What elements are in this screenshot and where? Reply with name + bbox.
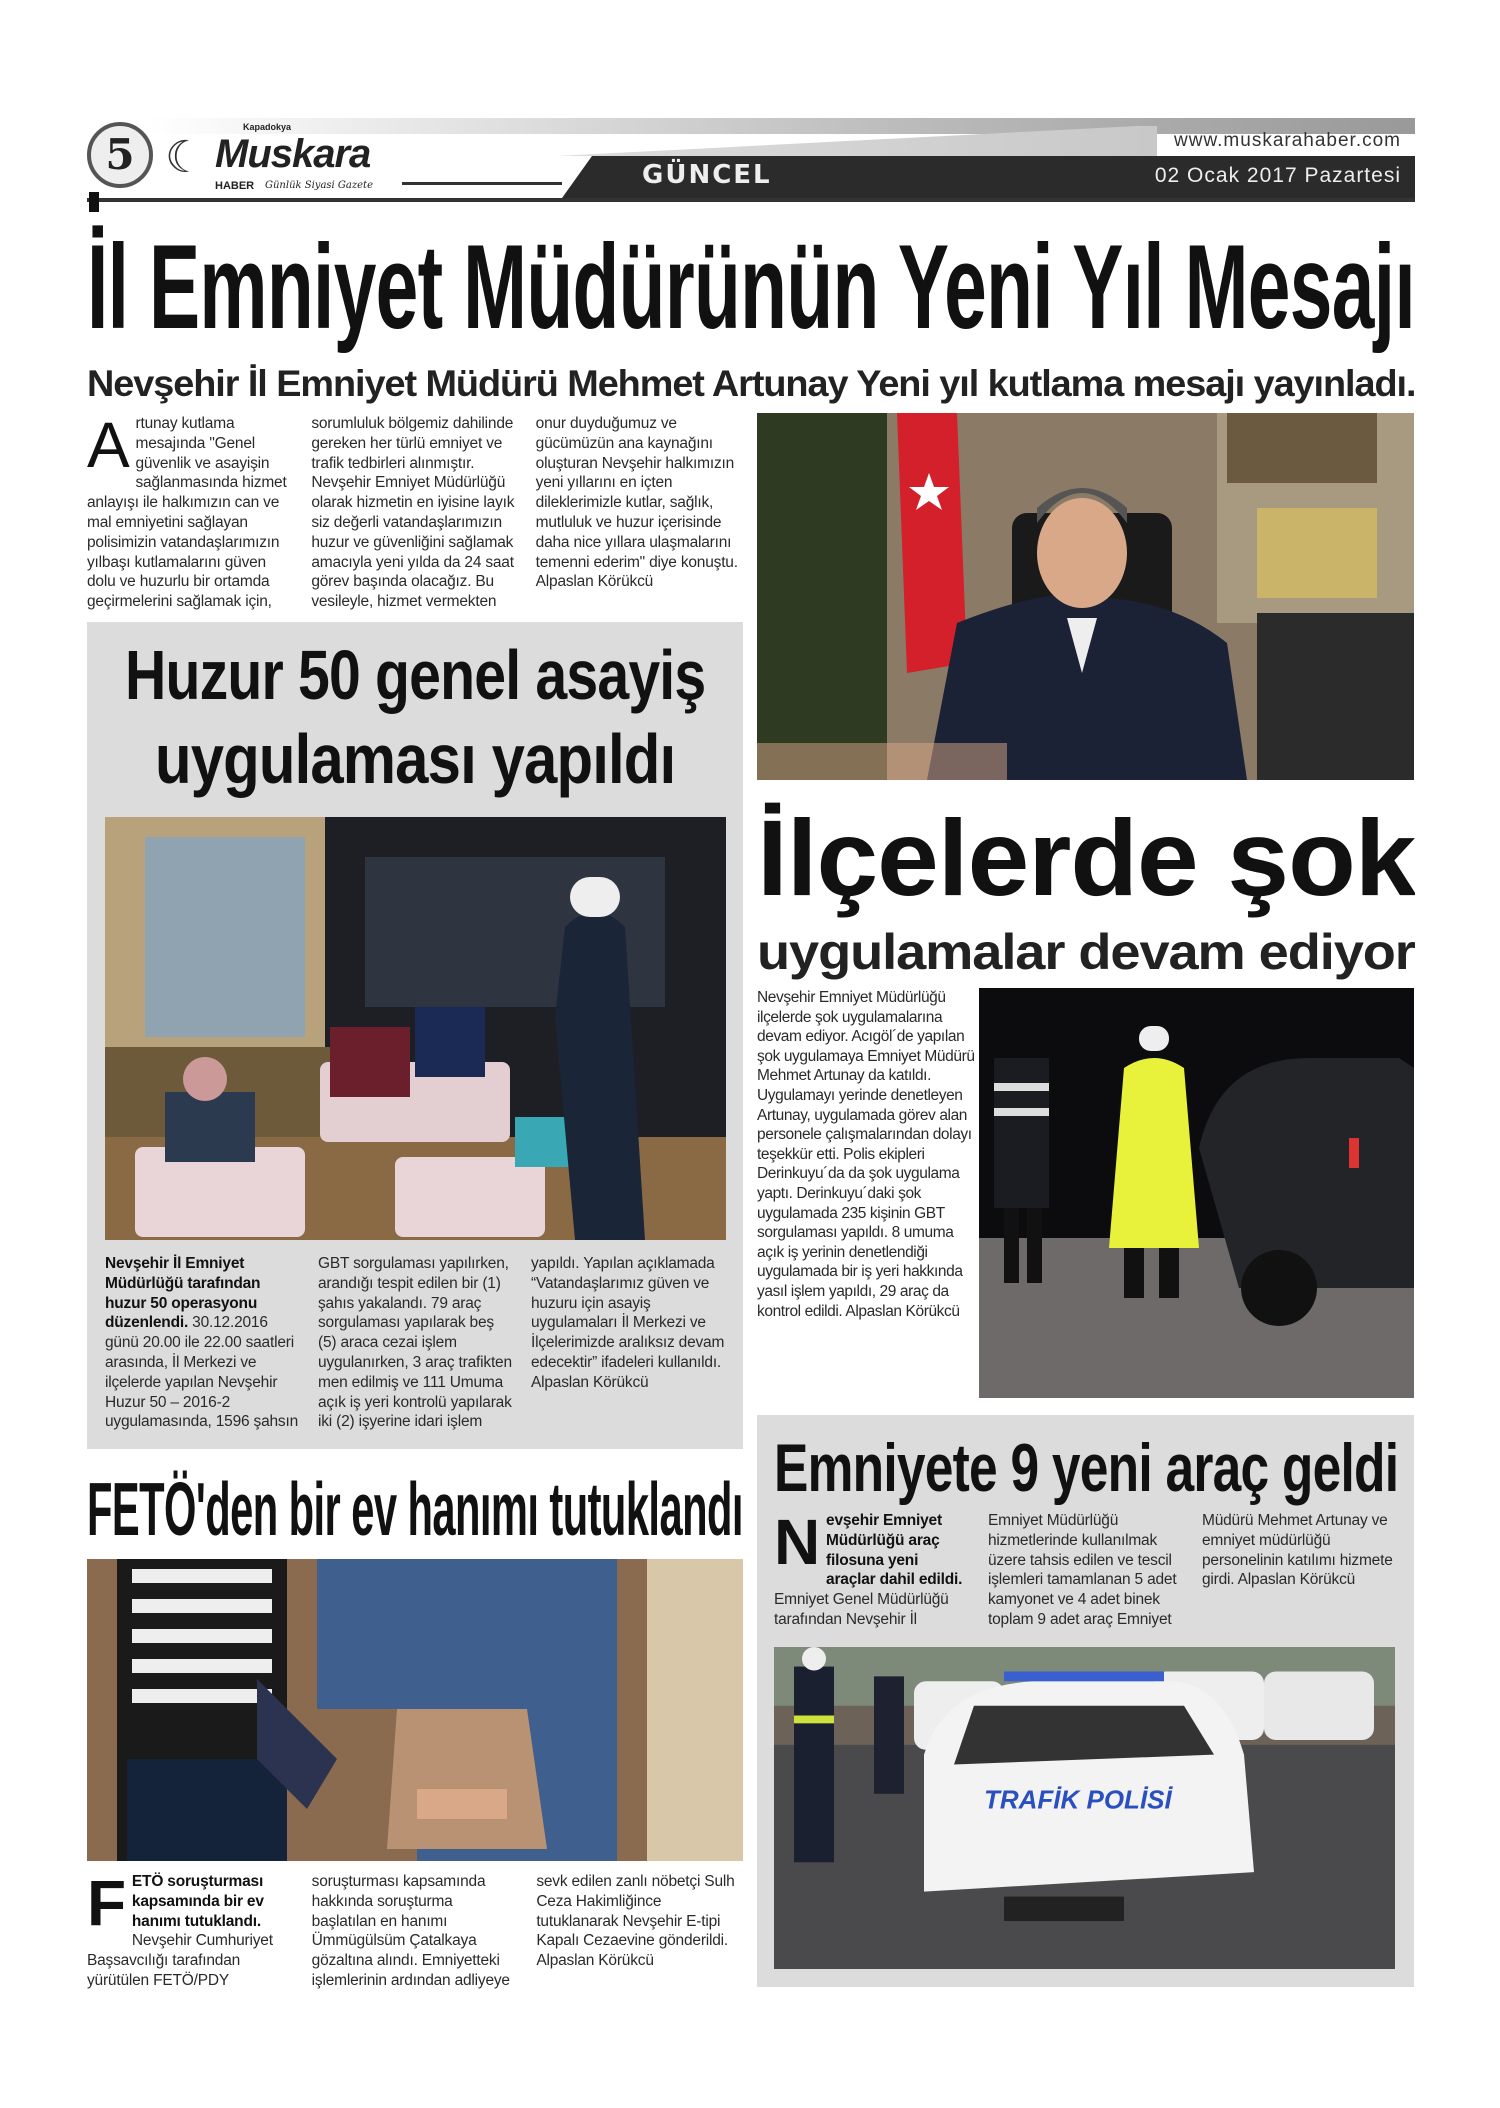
drop-cap: F [87,1874,126,1932]
huzur-photo [105,817,726,1240]
feto-lead: ETÖ soruşturması kapsamında bir ev hanımı tutuklandı. [131,1873,264,1930]
lead-subheadline: Nevşehir İl Emniyet Müdürü Mehmet Artunay Yeni yıl kutlama mesajı yayınladı. [87,362,1415,404]
drop-cap: A [87,416,130,474]
logo-brand: Muskara [215,132,371,176]
ilce-night-checkpoint-photo [979,988,1414,1398]
logo-bottom-text: HABER [215,180,255,192]
lead-body-text: rtunay kutlama mesajında "Genel güvenlik ve asayişin sağlanmasında hizmet anlayışı ile halkımızın can ve mal emniyetini sağlayan polisimizin vatandaşlarımızın yılbaşı kutlamalarını güven dolu ve huzurlu bir ortamda geçirmelerini sağlamak için, sorumluluk bölgemiz dahilinde gereken her türlü emniyet ve trafik tedbirleri alınmıştır. Nevşehir Emniyet Müdürlüğü olarak hizmetin en iyisine layık siz değerli vatandaşlarımızın huzur ve güvenliğini sağlamak amacıyla yeni yılda da 24 saat görev başında olacağız. Bu vesileyle, hizmet vermekten onur duyduğumuz ve gücümüzün ana kaynağını oluşturan Nevşehir halkımızın yeni yıllarını en içten dileklerimizle kutlar, sağlık, mutluluk ve huzur içerisinde daha nice yıllara ulaşmalarını temenni ederim" diye konuştu. Alpaslan Körükcü [87,415,738,611]
arac-body-text: Emniyet Genel Müdürlüğü tarafından Nevşehir İl Emniyet Müdürlüğü hizmetlerinde kullanılmak üzere tahsis edilen ve tescil işlemleri tamamlanan 5 adet kamyonet ve 4 adet binek toplam 9 adet araç Emniyet Müdürü Mehmet Artunay ve emniyet müdürlüğü personelinin katılımı hizmete girdi. Alpaslan Körükcü [774,1512,1393,1628]
logo [165,122,485,196]
new-police-cars-photo [774,1647,1395,1969]
trafik-polisi-label: TRAFİK POLİSİ [984,1786,1172,1815]
logo-rule [402,182,562,185]
ilce-headline-line1: İlçelerde şok [757,797,1415,918]
police-chief-photo [757,413,1414,780]
header-rule [87,198,1415,202]
ilce-headline-line2: uygulamalar devam ediyor [757,924,1415,980]
website-link[interactable]: www.muskarahaber.com [1174,130,1401,151]
ilce-article-body [757,988,976,1321]
arac-lead: evşehir Emniyet Müdürlüğü araç filosuna yeni araçlar dahil edildi. [826,1512,963,1589]
logo-moon-icon: ☾ [165,133,205,182]
ilce-body-text: Nevşehir Emniyet Müdürlüğü ilçelerde şok uygulamalarına devam ediyor. Acıgöl´de yapılan şok uygulamaya Emniyet Müdürü Mehmet Artunay da katıldı. Uygulamayı yerinde denetleyen Artunay, uygulamada görev alan personele çalışmalarından dolayı teşekkür etti. Polis ekipleri Derinkuyu´da da şok uygulama yaptı. Derinkuyu´daki şok uygulamada 235 kişinin GBT sorgulaması yapıldı. 8 umuma açık iş yerinin denetlendiği uygulamada bir iş yeri hakkında yasıl işlem yapıldı, 29 araç da kontrol edildi. Alpaslan Körükcü [757,989,975,1320]
logo-top-text: Kapadokya [243,122,292,132]
feto-headline: FETÖ'den bir ev hanımı tutuklandı [87,1467,743,1551]
page-number-badge: 5 [87,122,153,188]
feto-body-text: Nevşehir Cumhuriyet Başsavcılığı tarafından yürütülen FETÖ/PDY soruşturması kapsamında hakkında soruşturma başlatılan en hanımı Ümmügülsüm Çatalkaya gözaltına alındı. Emniyetteki işlemlerinin ardından adliyeye sevk edilen zanlı nöbetçi Sulh Ceza Hakimliğince tutuklanarak Nevşehir E-tipi Kapalı Cezaevine gönderildi. Alpaslan Körükcü [87,1873,735,1989]
huzur-article-body [105,1254,726,1432]
masthead [87,118,1415,208]
huzur-headline-line1: Huzur 50 genel asayiş [125,636,705,715]
feto-arrest-photo [87,1559,743,1861]
arac-headline: Emniyete 9 yeni araç geldi [774,1430,1398,1506]
section-label: GÜNCEL [642,160,772,190]
huzur-headline-line2: uygulaması yapıldı [155,720,675,799]
drop-cap: N [774,1513,821,1571]
header-rule-tick [89,192,99,212]
lead-headline: İl Emniyet Müdürünün Yeni Yıl Mesajı [87,220,1415,354]
arac-article-body [774,1511,1398,1630]
logo-tagline: Günlük Siyasi Gazete [265,180,373,191]
huzur-body-text: 30.12.2016 günü 20.00 ile 22.00 saatleri arasında, İl Merkezi ve ilçelerde yapılan Nevşehir Huzur 50 – 2016-2 uygulamasında, 1596 şahsın GBT sorgulaması yapılırken, arandığı tespit edilen bir (1) şahıs yakalandı. 79 araç sorgulaması yapılarak beş (5) araca cezai işlem uygulanırken, 3 araç trafikten men edilmiş ve 111 Umuma açık iş yeri kontrolü yapılarak iki (2) işyerine idari işlem yapıldı. Yapılan açıklamada “Vatandaşlarımız güven ve huzuru için asayiş uygulamaları İl Merkezi ve İlçelerimizde aralıksız devam edecektir” ifadeleri kullanıldı. Alpaslan Körükcü [105,1255,725,1431]
lead-article-body [87,414,742,612]
huzur-article-box [87,622,743,1449]
huzur-lead: Nevşehir İl Emniyet Müdürlüğü tarafından huzur 50 operasyonu düzenlendi. [105,1255,261,1332]
arac-article-box [757,1415,1414,1987]
issue-date: 02 Ocak 2017 Pazartesi [1154,164,1401,187]
feto-article-body [87,1872,743,1991]
